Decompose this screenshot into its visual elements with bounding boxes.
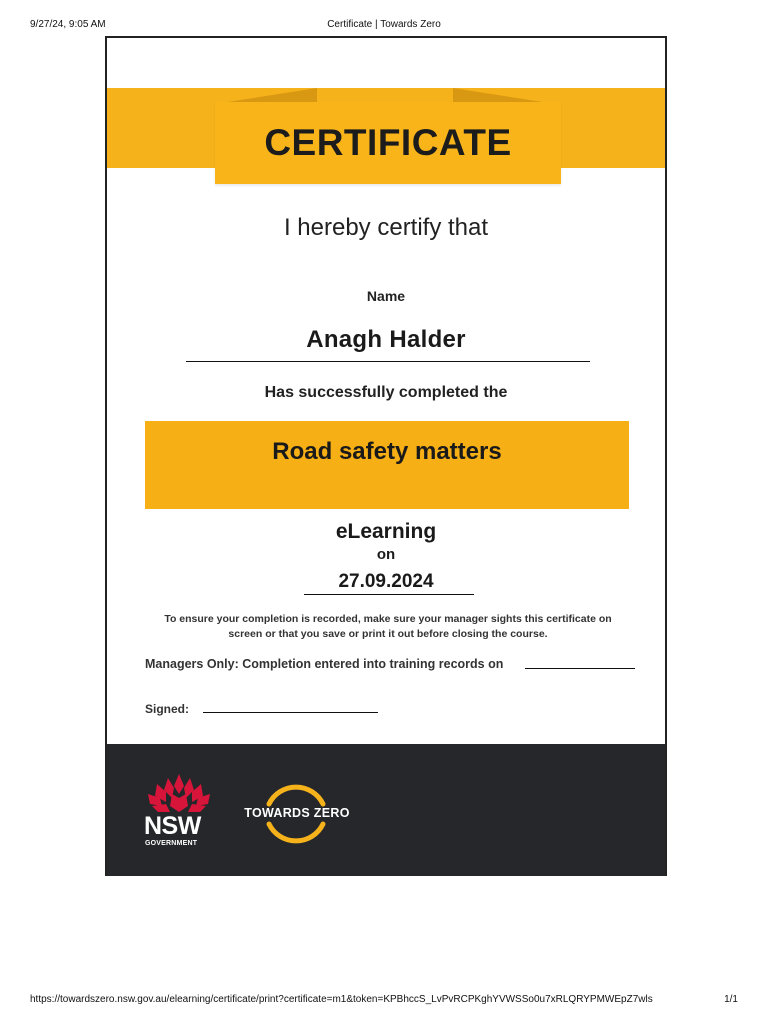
print-datetime: 9/27/24, 9:05 AM <box>30 19 106 30</box>
print-header <box>0 19 768 33</box>
name-label: Name <box>366 288 406 304</box>
completed-text: Has successfully completed the <box>264 384 508 401</box>
course-mode: eLearning <box>335 520 437 543</box>
certify-text: I hereby certify that <box>283 214 489 241</box>
certificate-footer <box>107 744 665 876</box>
page-count: 1/1 <box>724 994 738 1005</box>
date-underline <box>304 594 474 595</box>
certificate-title: CERTIFICATE <box>264 122 512 163</box>
print-url: https://towardszero.nsw.gov.au/elearning/certificate/print?certificate=m1&token=KPBhccS_LvPvRCPKghYVWSSo0u7xRLQRYPMWEpZ7wls <box>30 994 653 1005</box>
completion-notice: To ensure your completion is recorded, make sure your manager sights this certificate on screen or that you save or print it out before closing the course. <box>164 613 612 640</box>
print-page-title: Certificate | Towards Zero <box>327 19 441 30</box>
nsw-government-text: GOVERNMENT <box>145 840 198 847</box>
managers-only-text: Managers Only: Completion entered into training records on <box>145 657 504 671</box>
course-name: Road safety matters <box>272 438 502 465</box>
signature-line <box>203 712 378 713</box>
name-underline <box>186 361 590 362</box>
certificate <box>105 36 667 876</box>
completion-date: 27.09.2024 <box>338 571 434 592</box>
signed-label: Signed: <box>145 702 189 716</box>
managers-date-line <box>525 668 635 669</box>
nsw-logo-text: NSW <box>144 812 201 840</box>
recipient-name: Anagh Halder <box>306 326 466 353</box>
on-text: on <box>376 546 396 563</box>
towards-zero-text: TOWARDS ZERO <box>244 806 350 820</box>
